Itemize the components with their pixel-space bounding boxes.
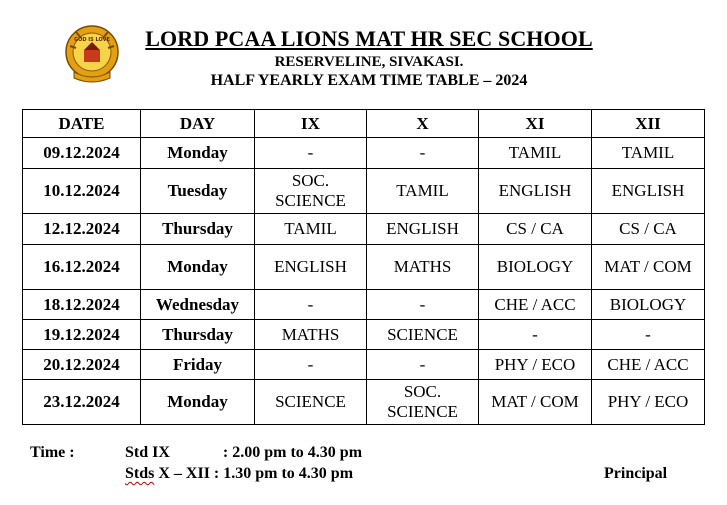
- x-cell: SCIENCE: [367, 320, 479, 350]
- x-cell: -: [367, 290, 479, 320]
- xii-cell: MAT / COM: [592, 245, 705, 290]
- day-cell: Monday: [141, 245, 255, 290]
- table-row: [23, 350, 705, 380]
- header-xi: XI: [479, 110, 592, 138]
- day-cell: Friday: [141, 350, 255, 380]
- xi-cell: CS / CA: [479, 214, 592, 245]
- day-cell: Monday: [141, 138, 255, 169]
- x-cell: MATHS: [367, 245, 479, 290]
- xii-cell: -: [592, 320, 705, 350]
- table-row: [23, 290, 705, 320]
- principal-signature: Principal: [604, 465, 668, 482]
- date-cell: 10.12.2024: [23, 169, 141, 214]
- xii-cell: CS / CA: [592, 214, 705, 245]
- stds-label: Stds: [125, 465, 155, 482]
- table-row: [23, 380, 705, 425]
- day-cell: Wednesday: [141, 290, 255, 320]
- xii-cell: CHE / ACC: [592, 350, 705, 380]
- header-x: X: [367, 110, 479, 138]
- x-cell: ENGLISH: [367, 214, 479, 245]
- table-row: [23, 320, 705, 350]
- x-cell: -: [367, 138, 479, 169]
- x-cell: -: [367, 350, 479, 380]
- date-cell: 18.12.2024: [23, 290, 141, 320]
- x-cell: SOC. SCIENCE: [367, 380, 479, 425]
- date-cell: 23.12.2024: [23, 380, 141, 425]
- day-cell: Tuesday: [141, 169, 255, 214]
- stds-time-row: [125, 465, 353, 483]
- xi-cell: TAMIL: [479, 138, 592, 169]
- xii-cell: TAMIL: [592, 138, 705, 169]
- exam-title: HALF YEARLY EXAM TIME TABLE – 2024: [210, 72, 528, 89]
- ix-cell: SCIENCE: [255, 380, 367, 425]
- time-label: Time :: [30, 444, 75, 461]
- std-ix-time-row: [125, 444, 362, 462]
- xi-cell: BIOLOGY: [479, 245, 592, 290]
- table-row: [23, 169, 705, 214]
- day-cell: Monday: [141, 380, 255, 425]
- timetable: [22, 109, 705, 425]
- x-cell: TAMIL: [367, 169, 479, 214]
- ix-cell: TAMIL: [255, 214, 367, 245]
- ix-cell: ENGLISH: [255, 245, 367, 290]
- ix-cell: SOC. SCIENCE: [255, 169, 367, 214]
- school-address: RESERVELINE, SIVAKASI.: [274, 54, 464, 70]
- date-cell: 12.12.2024: [23, 214, 141, 245]
- xi-cell: PHY / ECO: [479, 350, 592, 380]
- xii-cell: BIOLOGY: [592, 290, 705, 320]
- ix-cell: -: [255, 138, 367, 169]
- std-ix-label: Std IX: [125, 444, 170, 461]
- xi-cell: MAT / COM: [479, 380, 592, 425]
- date-cell: 09.12.2024: [23, 138, 141, 169]
- ix-cell: MATHS: [255, 320, 367, 350]
- header-ix: IX: [255, 110, 367, 138]
- day-cell: Thursday: [141, 214, 255, 245]
- header-xii: XII: [592, 110, 705, 138]
- day-cell: Thursday: [141, 320, 255, 350]
- xii-cell: ENGLISH: [592, 169, 705, 214]
- table-row: [23, 214, 705, 245]
- header-date: DATE: [23, 110, 141, 138]
- school-name: LORD PCAA LIONS MAT HR SEC SCHOOL: [145, 26, 593, 51]
- table-row: [23, 138, 705, 169]
- stds-time: : 1.30 pm to 4.30 pm: [209, 465, 354, 482]
- xi-cell: CHE / ACC: [479, 290, 592, 320]
- ix-cell: -: [255, 350, 367, 380]
- date-cell: 20.12.2024: [23, 350, 141, 380]
- header-day: DAY: [141, 110, 255, 138]
- school-logo: [64, 24, 120, 86]
- xii-cell: PHY / ECO: [592, 380, 705, 425]
- table-row: [23, 245, 705, 290]
- xi-cell: ENGLISH: [479, 169, 592, 214]
- svg-text:GOD IS LOVE: GOD IS LOVE: [74, 37, 110, 43]
- stds-range: X – XII: [154, 465, 210, 482]
- std-ix-time: : 2.00 pm to 4.30 pm: [222, 444, 363, 461]
- xi-cell: -: [479, 320, 592, 350]
- date-cell: 16.12.2024: [23, 245, 141, 290]
- date-cell: 19.12.2024: [23, 320, 141, 350]
- table-header-row: [23, 110, 705, 138]
- ix-cell: -: [255, 290, 367, 320]
